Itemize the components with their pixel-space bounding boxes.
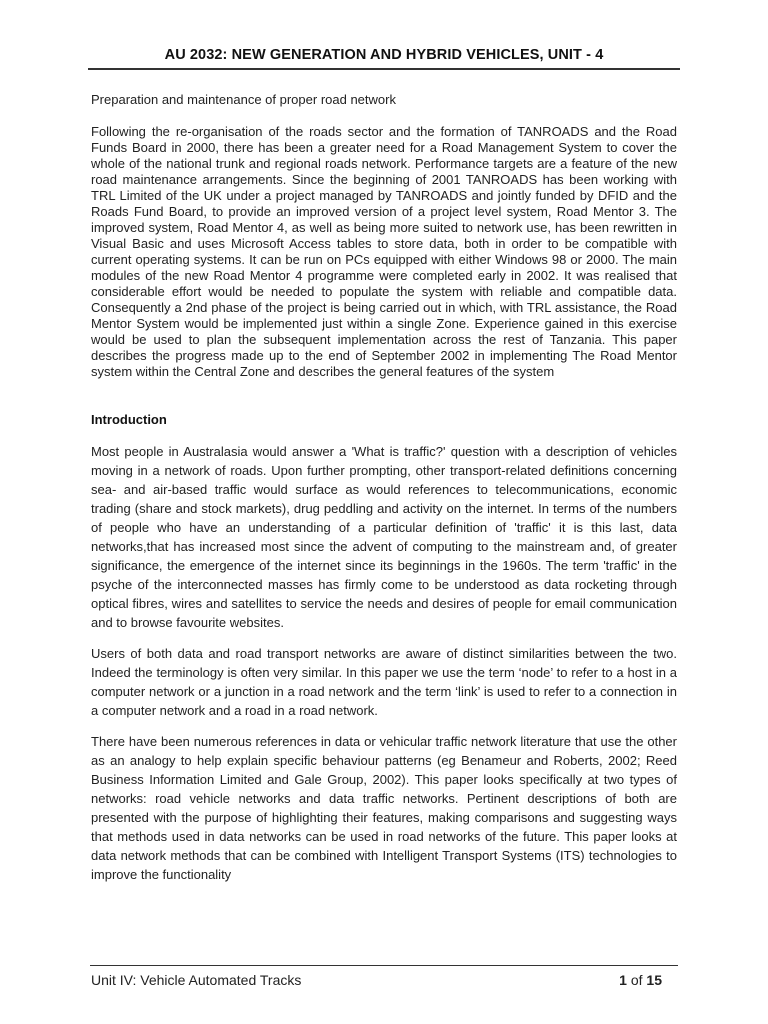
page-separator: of: [626, 972, 647, 988]
page-current: 1: [619, 972, 627, 988]
intro-paragraph: Following the re-organisation of the roads sector and the formation of TANROADS and the Road Funds Board in 2000, there has been a greater need for a Road Management System to cover the whole of the national trunk and regional roads network. Performance targets are a feature of the new road maintenance arrangements. Since the beginning of 2001 TANROADS has been working with TRL Limited of the UK under a project managed by TANROADS and jointly funded by DFID and the Roads Fund Board, to provide an improved version of a project level system, Road Mentor 3. The improved system, Road Mentor 4, as well as being more suited to network use, has been rewritten in Visual Basic and uses Microsoft Access tables to store data, both in order to be compatible with current operating systems. It can be run on PCs equipped with either Windows 98 or 2000. The main modules of the new Road Mentor 4 programme were completed early in 2002. It was realised that considerable effort would be needed to populate the system with reliable and compatible data. Consequently a 2nd phase of the project is being carried out in which, with TRL assistance, the Road Mentor System would be implemented just within a single Zone. Experience gained in this exercise would be used to plan the subsequent implementation across the rest of Tanzania. This paper describes the progress made up to the end of September 2002 in implementing The Road Mentor system within the Central Zone and describes the general features of the system: [91, 124, 677, 379]
running-header-title: AU 2032: NEW GENERATION AND HYBRID VEHICLES, UNIT - 4: [164, 47, 604, 63]
paragraph-traffic-definition: Most people in Australasia would answer a 'What is traffic?' question with a description of vehicles moving in a network of roads. Upon further prompting, other transport-related definitions concerning sea- and air-based traffic would surface as would references to telecommunications, economic trading (share and stock markets), drug peddling and activity on the internet. In terms of the numbers of people who have an understanding of a particular definition of 'traffic' it is this last, data networks,that has increased most since the advent of computing to the mainstream and, of greater significance, the emergence of the internet since its beginnings in the 1960s. The term 'traffic' in the psyche of the interconnected masses has firmly come to be understood as data rocketing through optical fibres, wires and satellites to service the needs and desires of people for email communication and to browse favourite websites.: [91, 444, 677, 630]
paragraph-literature: There have been numerous references in data or vehicular traffic network literature that use the other as an analogy to help explain specific behaviour patterns (eg Benameur and Roberts, 2002; Reed Business Information Limited and Gale Group, 2002). This paper looks specifically at two types of networks: road vehicle networks and data traffic networks. Pertinent descriptions of both are presented with the purpose of highlighting their features, making comparisons and suggesting ways that methods used in data networks can be used in road networks of the future. This paper looks at data network methods that can be combined with Intelligent Transport Systems (ITS) technologies to improve the functionality: [91, 734, 677, 882]
page-content: [91, 92, 677, 884]
header-rule: [88, 68, 680, 70]
paragraph-terminology: Users of both data and road transport networks are aware of distinct similarities between the two. Indeed the terminology is often very similar. In this paper we use the term ‘node’ to refer to a host in a computer network or a junction in a road network and the term ‘link’ is used to refer to a connection in a computer network and a road in a road network.: [91, 646, 677, 718]
footer-rule: [90, 965, 678, 966]
introduction-heading: Introduction: [91, 412, 167, 427]
footer-unit-label: Unit IV: Vehicle Automated Tracks: [91, 972, 302, 988]
page-number: [619, 972, 662, 988]
section-title: Preparation and maintenance of proper road network: [91, 92, 396, 107]
page-total: 15: [646, 972, 662, 988]
